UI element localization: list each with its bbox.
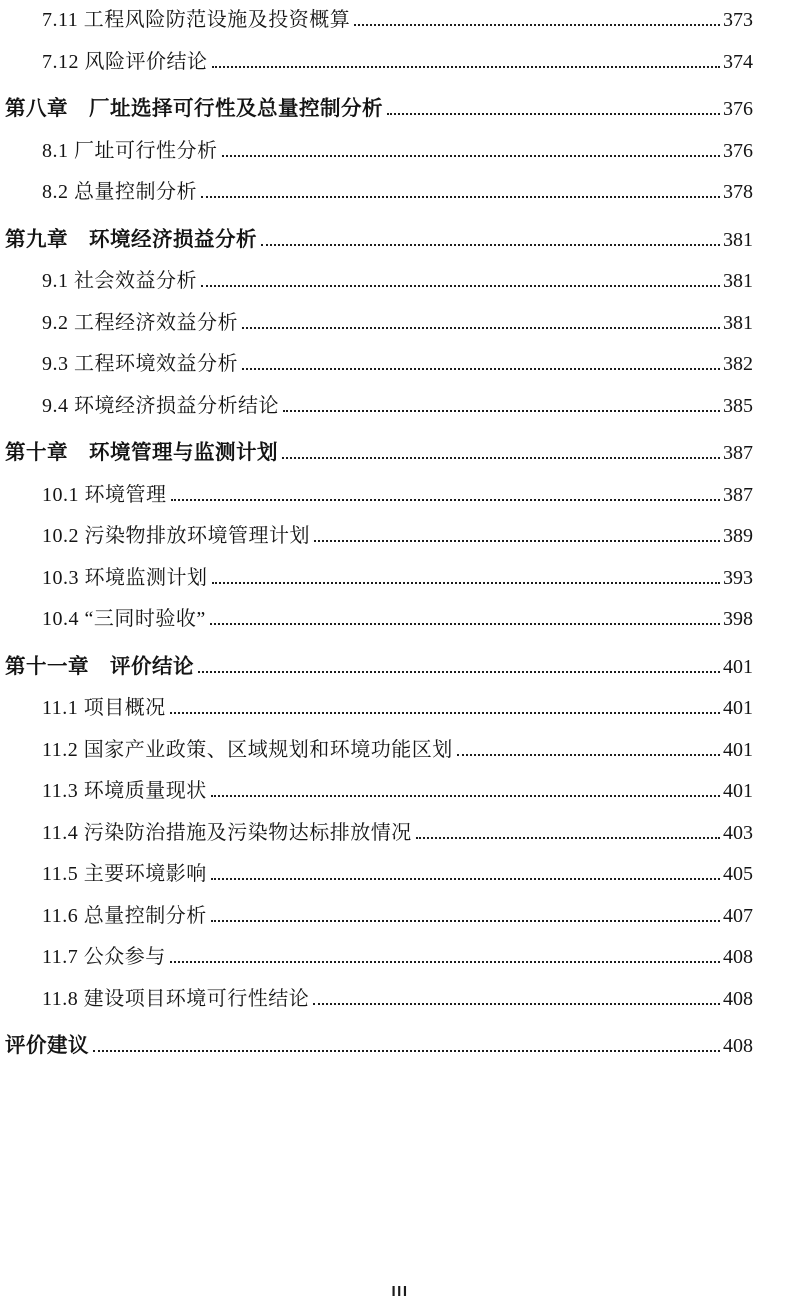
- dot-leader: [170, 961, 720, 963]
- toc-entry-label: 11.4 污染防治措施及污染物达标排放情况: [42, 821, 412, 844]
- toc-entry: [5, 131, 753, 173]
- toc-entry-label: 11.1 项目概况: [42, 697, 166, 719]
- toc-entry: [5, 303, 753, 345]
- toc-entry: [5, 896, 753, 938]
- toc-entry: [5, 854, 753, 896]
- dot-leader: [222, 155, 721, 157]
- dot-leader: [314, 540, 720, 542]
- toc-entry: [5, 261, 753, 303]
- toc-entry-page: 393: [723, 566, 753, 589]
- dot-leader: [313, 1003, 720, 1005]
- toc-entry-page: 408: [723, 1035, 753, 1057]
- toc-entry-label: 第十一章 评价结论: [5, 654, 194, 678]
- toc-entry-page: 403: [723, 821, 753, 844]
- toc-entry: [5, 979, 753, 1021]
- dot-leader: [170, 712, 720, 714]
- dot-leader: [283, 410, 720, 412]
- toc-entry-page: 389: [723, 525, 753, 547]
- toc-entry-label: 9.1 社会效益分析: [42, 270, 197, 292]
- toc-entry-page: 374: [723, 50, 753, 73]
- toc-entry: [5, 599, 753, 641]
- toc-entry-page: 407: [723, 904, 753, 927]
- toc-entry-label: 11.7 公众参与: [42, 946, 166, 968]
- dot-leader: [387, 113, 720, 115]
- toc-entry-page: 401: [723, 697, 753, 719]
- toc-entry-label: 10.1 环境管理: [42, 483, 167, 506]
- page-number: III: [391, 1283, 409, 1300]
- toc-entry: [5, 386, 753, 428]
- toc-entry-label: 9.3 工程环境效益分析: [42, 353, 238, 375]
- dot-leader: [171, 499, 721, 501]
- dot-leader: [242, 368, 720, 370]
- toc-entry: [5, 88, 753, 131]
- toc-entry: [5, 172, 753, 214]
- toc-entry-page: 378: [723, 181, 753, 203]
- toc-entry-label: 10.3 环境监测计划: [42, 566, 208, 589]
- toc-entry: [5, 771, 753, 813]
- toc-entry-page: 373: [723, 9, 753, 31]
- toc-entry: [5, 42, 753, 84]
- toc-entry-page: 385: [723, 394, 753, 417]
- dot-leader: [210, 623, 720, 625]
- toc-entry-page: 381: [723, 228, 753, 251]
- toc-entry-label: 11.2 国家产业政策、区域规划和环境功能区划: [42, 738, 453, 761]
- toc-entry: [5, 516, 753, 558]
- toc-entry-page: 381: [723, 311, 753, 334]
- toc-entry: [5, 646, 753, 689]
- toc-entry-page: 401: [723, 738, 753, 761]
- dot-leader: [211, 878, 720, 880]
- toc-entry: [5, 730, 753, 772]
- toc-entry: [5, 0, 753, 42]
- toc-entry-page: 376: [723, 139, 753, 162]
- toc-entry-label: 8.2 总量控制分析: [42, 181, 197, 203]
- toc-entry: [5, 1025, 753, 1068]
- toc-entry-label: 第十章 环境管理与监测计划: [5, 441, 278, 464]
- toc-entry-page: 387: [723, 483, 753, 506]
- toc-entry-label: 7.12 风险评价结论: [42, 50, 208, 73]
- toc-entry-label: 11.5 主要环境影响: [42, 863, 207, 885]
- toc-entry-page: 408: [723, 987, 753, 1010]
- toc-entry-page: 401: [723, 780, 753, 802]
- toc-entry-label: 11.6 总量控制分析: [42, 904, 207, 927]
- dot-leader: [416, 837, 720, 839]
- dot-leader: [242, 327, 720, 329]
- toc-entry-label: 9.2 工程经济效益分析: [42, 311, 238, 334]
- dot-leader: [457, 754, 720, 756]
- toc-entry-label: 10.4 “三同时验收”: [42, 608, 206, 630]
- dot-leader: [212, 582, 721, 584]
- dot-leader: [93, 1050, 720, 1052]
- toc-entry: [5, 475, 753, 517]
- toc-entry-page: 376: [723, 98, 753, 120]
- toc-entry-label: 7.11 工程风险防范设施及投资概算: [42, 9, 351, 31]
- toc-entry: [5, 937, 753, 979]
- toc-entry: [5, 813, 753, 855]
- dot-leader: [211, 920, 720, 922]
- toc-entry-label: 第八章 厂址选择可行性及总量控制分析: [5, 97, 383, 120]
- dot-leader: [261, 244, 720, 246]
- table-of-contents: [5, 0, 753, 1068]
- dot-leader: [354, 24, 720, 26]
- toc-entry-label: 10.2 污染物排放环境管理计划: [42, 525, 310, 547]
- toc-entry-page: 398: [723, 608, 753, 630]
- toc-entry-page: 387: [723, 442, 753, 464]
- toc-entry: [5, 344, 753, 386]
- dot-leader: [201, 196, 720, 198]
- toc-entry-page: 405: [723, 863, 753, 885]
- toc-entry: [5, 219, 753, 262]
- toc-entry-page: 408: [723, 946, 753, 968]
- dot-leader: [211, 795, 720, 797]
- toc-entry-label: 11.3 环境质量现状: [42, 780, 207, 802]
- toc-entry-label: 评价建议: [5, 1034, 89, 1057]
- dot-leader: [201, 285, 720, 287]
- toc-entry-page: 401: [723, 655, 753, 678]
- dot-leader: [282, 457, 720, 459]
- toc-entry-label: 11.8 建设项目环境可行性结论: [42, 987, 310, 1010]
- toc-entry-page: 382: [723, 353, 753, 375]
- toc-entry: [5, 688, 753, 730]
- toc-entry: [5, 558, 753, 600]
- toc-entry: [5, 432, 753, 475]
- toc-entry-label: 第九章 环境经济损益分析: [5, 227, 257, 251]
- dot-leader: [198, 671, 720, 673]
- dot-leader: [212, 66, 721, 68]
- toc-entry-label: 8.1 厂址可行性分析: [42, 139, 218, 162]
- toc-entry-page: 381: [723, 270, 753, 292]
- toc-entry-label: 9.4 环境经济损益分析结论: [42, 394, 279, 417]
